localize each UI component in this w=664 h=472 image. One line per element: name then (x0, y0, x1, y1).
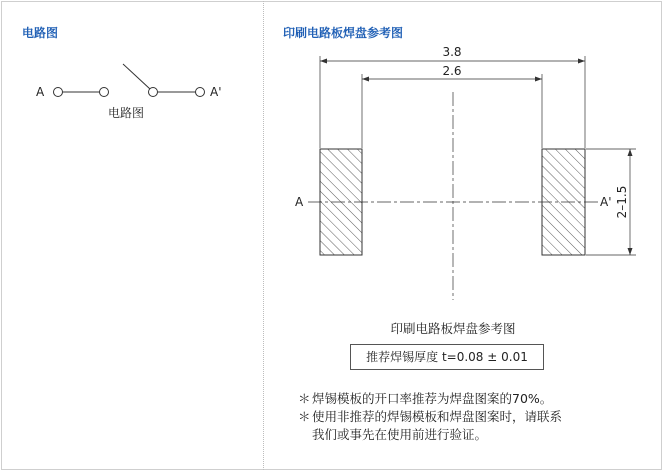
arrow-height-top (628, 149, 633, 156)
note-1 (298, 390, 552, 407)
note-3 (298, 426, 487, 443)
note-2 (298, 408, 562, 425)
pad-a-label: A (295, 195, 304, 209)
pad-caption: 印刷电路板焊盘参考图 (390, 321, 516, 336)
switch-lever (123, 64, 150, 89)
pad-pattern-title: 印刷电路板焊盘参考图 (283, 26, 404, 40)
arrow-inner-right (535, 77, 542, 82)
terminal-a-prime-label: A' (210, 85, 222, 99)
arrow-inner-left (362, 77, 369, 82)
arrow-height-bottom (628, 248, 633, 255)
note-1-text: 焊锡模板的开口率推荐为焊盘图案的70%。 (312, 391, 553, 406)
dim-height-label: 2–1.5 (615, 185, 629, 219)
circuit-diagram-title: 电路图 (22, 26, 59, 40)
note-1-mark: ＊ (298, 391, 311, 406)
pad-a-prime-label: A' (600, 195, 612, 209)
dim-outer-label: 3.8 (442, 45, 462, 59)
terminal-a-node (54, 88, 63, 97)
switch-contact-left (100, 88, 109, 97)
arrow-outer-right (578, 59, 585, 64)
note-3-text: 我们或事先在使用前进行验证。 (312, 427, 488, 442)
dim-inner-label: 2.6 (442, 64, 462, 78)
circuit-caption: 电路图 (108, 106, 145, 120)
arrow-outer-left (320, 59, 327, 64)
note-2-text: 使用非推荐的焊锡模板和焊盘图案时，请联系 (312, 409, 563, 424)
solder-thickness-box: 推荐焊锡厚度 t=0.08 ± 0.01 (350, 344, 544, 370)
terminal-a-label: A (36, 85, 45, 99)
note-2-mark: ＊ (298, 409, 311, 424)
switch-contact-right (149, 88, 158, 97)
terminal-a-prime-node (196, 88, 205, 97)
